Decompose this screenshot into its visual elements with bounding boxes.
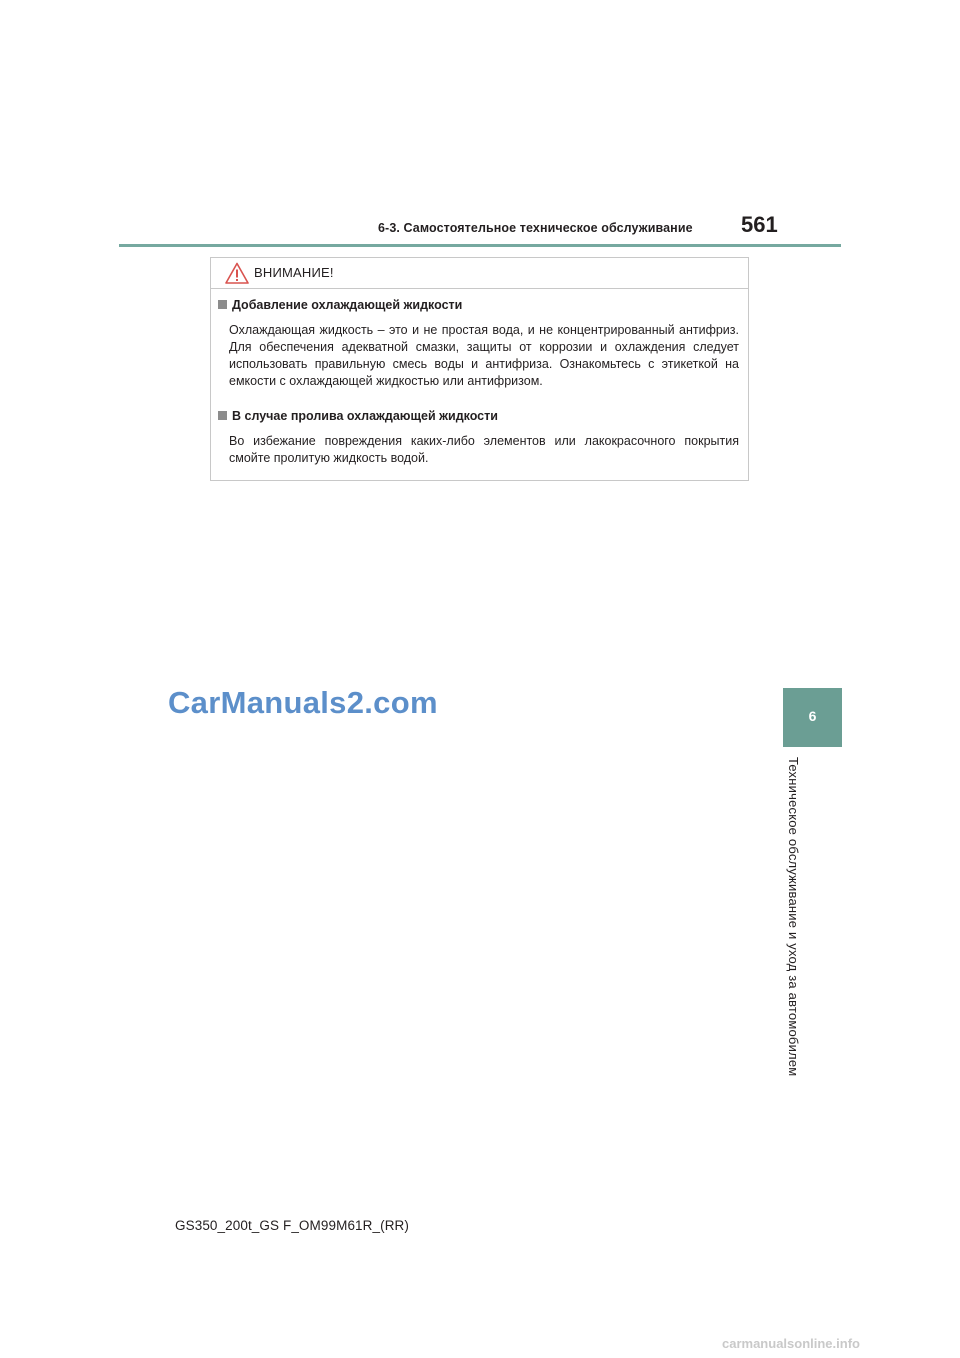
section-heading (218, 298, 462, 312)
warning-box (210, 257, 749, 481)
square-bullet-icon (218, 300, 227, 309)
warning-header (211, 258, 748, 289)
warning-label: ВНИМАНИЕ! (254, 265, 334, 280)
page-number: 561 (741, 212, 778, 237)
section-heading (218, 409, 498, 423)
chapter-number: 6 (808, 708, 817, 724)
footer-code: GS350_200t_GS F_OM99M61R_(RR) (175, 1218, 410, 1233)
chapter-tab (783, 688, 842, 747)
section-heading-text: В случае пролива охлаждающей жидкости (232, 409, 498, 423)
section-body: Во избежание повреждения каких-либо элементов или лакокрасочного покрытия смойте пролитую жидкость водой. (229, 434, 739, 465)
header-section-title: 6-3. Самостоятельное техническое обслуживание (378, 221, 693, 235)
section-body: Охлаждающая жидкость – это и не простая вода, и не концентрированный антифриз. Для обеспечения адекватной смазки, защиты от коррозии и охлаждения следует использовать правильную смесь воды и антифриза. Ознакомьтесь с этикеткой на емкости с охлаждающей жидкостью или антифризом. (229, 323, 739, 388)
section-heading-text: Добавление охлаждающей жидкости (232, 298, 463, 312)
watermark-site: carmanualsonline.info (722, 1336, 860, 1351)
square-bullet-icon (218, 411, 227, 420)
watermark-logo: CarManuals2.com (168, 685, 438, 720)
header-rule (119, 244, 841, 247)
warning-triangle-icon (225, 262, 249, 284)
chapter-vertical-title: Техническое обслуживание и уход за автомобилем (786, 757, 801, 1077)
